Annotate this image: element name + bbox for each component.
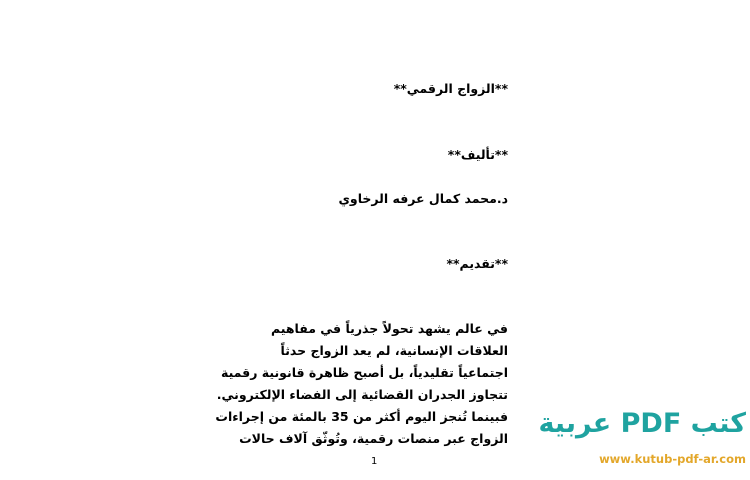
author-heading: **تأليف**: [447, 147, 508, 162]
document-title: **الزواج الرقمي**: [393, 81, 508, 96]
watermark-url: www.kutub-pdf-ar.com: [599, 452, 746, 466]
watermark-logo: [538, 406, 748, 476]
intro-line: العلاقات الإنسانية، لم يعد الزواج حدثاً: [280, 343, 508, 358]
intro-paragraph: [215, 318, 508, 450]
intro-line: في عالم يشهد تحولاً جذرياً في مفاهيم: [270, 321, 508, 336]
intro-line: الزواج عبر منصات رقمية، وتُوثّق آلاف حالات: [239, 431, 508, 446]
watermark-title: كتب PDF عربية: [538, 408, 746, 439]
page-number: 1: [371, 456, 378, 467]
intro-line: اجتماعياً تقليدياً، بل أصبح ظاهرة قانونية رقمية: [220, 365, 508, 380]
intro-line: فبينما تُنجز اليوم أكثر من 35 بالمئة من إجراءات: [215, 409, 508, 424]
intro-line: تتجاوز الجدران القضائية إلى الفضاء الإلكتروني.: [216, 387, 508, 402]
intro-heading: **تقديم**: [446, 256, 508, 271]
author-name: د.محمد كمال عرفه الرخاوي: [338, 191, 508, 206]
